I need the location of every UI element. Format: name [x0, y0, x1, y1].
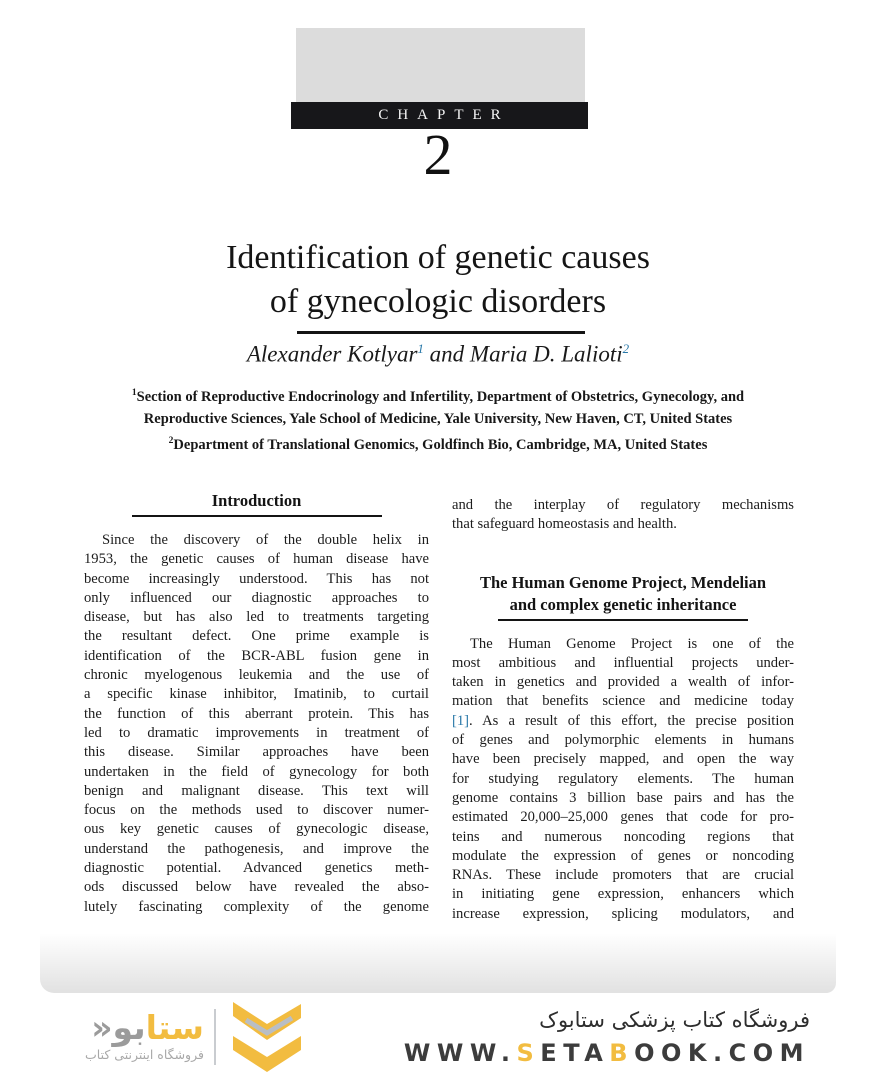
- section-heading-rule: [498, 619, 748, 621]
- setabook-wordmark: [85, 1008, 204, 1062]
- chapter-label: CHAPTER: [378, 107, 510, 123]
- heading-line-1: The Human Genome Project, Mendelian: [479, 572, 767, 592]
- page-bottom-shadow: [40, 933, 836, 993]
- author-2: Maria D. Lalioti: [469, 341, 623, 367]
- footer-banner: [0, 993, 876, 1080]
- wordmark-guillemet: «: [91, 1008, 113, 1047]
- authors-line: [0, 341, 876, 368]
- authors-connector: and: [423, 341, 470, 367]
- author-1-superscript: 1: [417, 341, 424, 356]
- section-heading-genome-project: [452, 572, 794, 616]
- chapter-number: 2: [423, 122, 453, 187]
- wordmark-text: [85, 1008, 204, 1047]
- wordmark-yellow-part: ستا: [145, 1008, 204, 1047]
- genome-project-paragraph: The Human Genome Project is one of the most ambitious and influential projects under- taken in genetics and provided a wealth of infor- mation that benefits science and medicine today [1]. As a result of this effort, the precise position of genes and polymorphic elements in humans have been precisely mapped, and open the way for studying regulatory elements. The human genome contains 3 billion base pairs and has the estimated 20,000–25,000 genes that code for pro- teins and numerous noncoding regions that modulate the expression of genes or noncoding RNAs. These include promoters that are crucial in initiating gene expression, enhancers which increase expression, splicing modulators, and: [452, 635, 794, 922]
- left-column: [84, 490, 429, 917]
- affiliation-line: $^1$Section of Reproductive Endocrinology and Infertility, Department of Obstetrics, Gynecology, and: [131, 388, 745, 405]
- author-1: Alexander Kotlyar: [246, 341, 418, 367]
- section-heading-rule: [132, 515, 382, 517]
- citation-reference: [1]: [452, 712, 470, 729]
- store-name-line: فروشگاه کتاب پزشکی ستابوک: [539, 1007, 810, 1032]
- right-column: [452, 490, 794, 924]
- author-2-superscript: 2: [622, 341, 630, 356]
- affiliation-line: Reproductive Sciences, Yale School of Medicine, Yale University, New Haven, CT, United States: [143, 411, 733, 428]
- heading-line-2: and complex genetic inheritance: [509, 594, 737, 614]
- chapter-header-block: [296, 28, 585, 102]
- page-title: [0, 236, 876, 324]
- section-heading-introduction: Introduction: [211, 491, 302, 510]
- continuation-paragraph: and the interplay of regulatory mechanisms that safeguard homeostasis and health.: [452, 497, 794, 533]
- title-underline: [297, 331, 585, 334]
- logo-separator: [214, 1009, 216, 1065]
- footer-store-info: [404, 1005, 810, 1069]
- title-line-1: Identification of genetic causes: [226, 239, 650, 276]
- title-line-2: of gynecologic disorders: [269, 283, 607, 320]
- setabook-emblem-icon: [226, 999, 308, 1075]
- affiliation-line: $^2$Department of Translational Genomics, Goldfinch Bio, Cambridge, MA, United States: [168, 436, 708, 454]
- website-url[interactable]: WWW.SETABOOK.COM: [403, 1038, 810, 1067]
- affiliations: [78, 382, 798, 457]
- wordmark-gray-part: بو: [112, 1008, 146, 1047]
- logo-subtitle: فروشگاه اینترنتی کتاب: [85, 1047, 204, 1062]
- setabook-logo[interactable]: [85, 999, 308, 1075]
- introduction-paragraph: Since the discovery of the double helix in 1953, the genetic causes of human disease have become increasingly understood. This has not only influenced our diagnostic approaches to disease, but has also led to treatments targeting the resultant defect. One prime example is identification of the BCR-ABL fusion gene in chronic myelogenous leukemia and the use of a specific kinase inhibitor, Imatinib, to curtail the function of this aberrant protein. This has led to dramatic improvements in treatment of this disease. Similar approaches have been undertaken in the field of gynecology for both benign and malignant disease. This text will focus on the methods used to discover numer- ous key genetic causes of gynecologic disease, understand the pathogenesis, and improve the diagnostic potential. Advanced genetics meth- ods discussed below have revealed the abso- lutely fascinating complexity of the genome: [84, 532, 429, 915]
